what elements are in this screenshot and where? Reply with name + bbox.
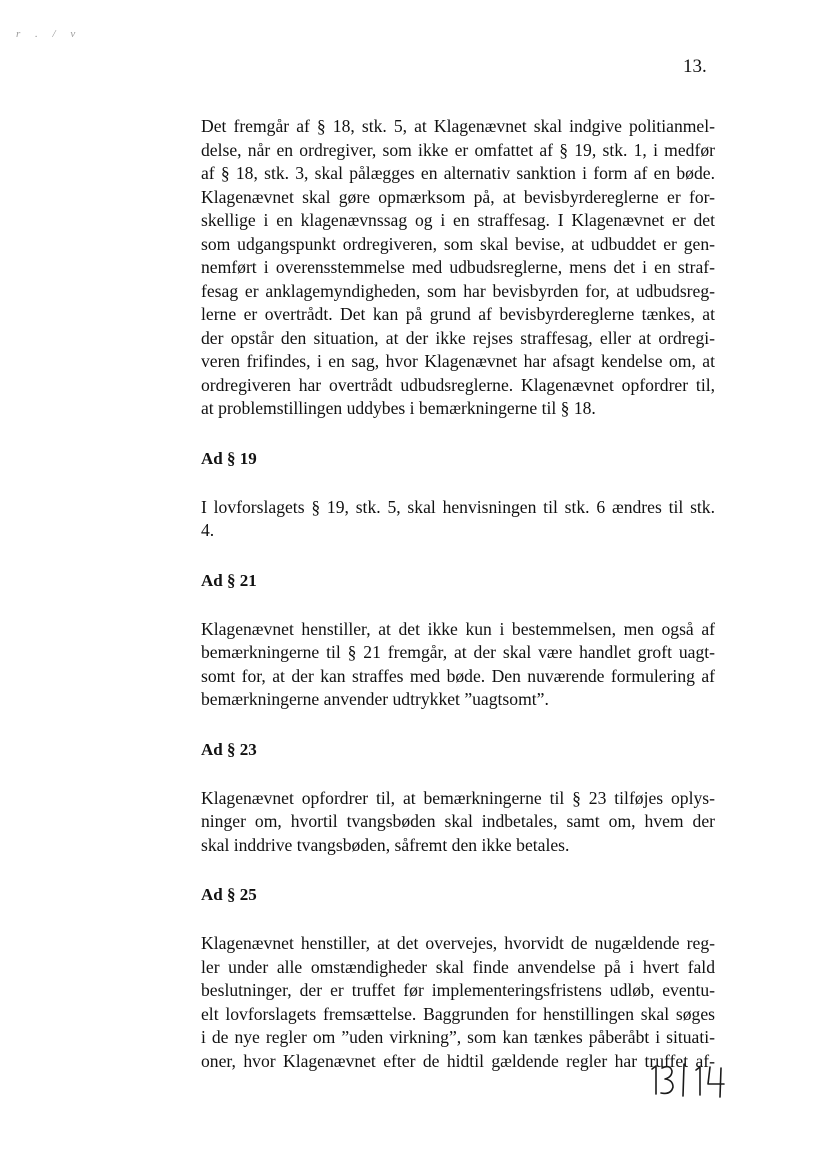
text-line: delse, når en ordregiver, som ikke er omfattet af § 19, stk. 1, i medfør bbox=[201, 139, 715, 160]
text-line: oner, hvor Klagenævnet efter de hidtil gældende regler har truffet af- bbox=[201, 1050, 715, 1071]
page-number: 13. bbox=[683, 56, 707, 77]
section-heading-21: Ad § 21 bbox=[201, 570, 257, 590]
text-line: veren frifindes, i en sag, hvor Klagenævnet har afsagt kendelse om, at bbox=[201, 351, 715, 371]
text-line: bemærkningerne anvender udtrykket ”uagtsomt”. bbox=[201, 689, 549, 709]
text-line: der opstår den situation, at der ikke rejses straffesag, eller at ordregi- bbox=[201, 327, 715, 348]
text-line: ninger om, hvortil tvangsbøden skal indbetales, samt om, hvem der bbox=[201, 811, 715, 831]
handwritten-page-mark bbox=[648, 1060, 738, 1100]
text-line: lerne er overtrådt. Det kan på grund af bevisbyrdereglerne tænkes, at bbox=[201, 304, 715, 324]
text-line: somt for, at der kan straffes med bøde. Den nuværende formulering af bbox=[201, 665, 715, 686]
text-line: 4. bbox=[201, 520, 215, 540]
text-line: Klagenævnet henstiller, at det ikke kun i bestemmelsen, men også af bbox=[201, 618, 715, 639]
text-line: Klagenævnet skal gøre opmærksom på, at bevisbyrdereglerne er for- bbox=[201, 186, 715, 207]
paragraph-section-25 bbox=[201, 932, 715, 1073]
section-heading-19: Ad § 19 bbox=[201, 448, 257, 468]
text-line: ler under alle omstændigheder skal finde anvendelse på i hvert fald bbox=[201, 956, 715, 977]
text-line: beslutninger, der er truffet før implementeringsfristens udløb, eventu- bbox=[201, 980, 715, 1000]
paragraph-section-23 bbox=[201, 787, 715, 858]
text-line: skellige i en klagenævnssag og i en straffesag. I Klagenævnet er det bbox=[201, 210, 715, 230]
section-heading-23: Ad § 23 bbox=[201, 739, 257, 759]
section-heading-25: Ad § 25 bbox=[201, 885, 257, 904]
text-line: Klagenævnet opfordrer til, at bemærkningerne til § 23 tilføjes oplys- bbox=[201, 787, 715, 808]
text-line: Klagenævnet henstiller, at det overvejes, hvorvidt de nugældende reg- bbox=[201, 933, 715, 953]
text-line: nemført i overensstemmelse med udbudsreglerne, mens det i en straf- bbox=[201, 257, 715, 277]
paragraph-section-19 bbox=[201, 496, 715, 543]
text-line: ordregiveren har overtrådt udbudsreglerne. Klagenævnet opfordrer til, bbox=[201, 374, 715, 395]
text-line: at problemstillingen uddybes i bemærkningerne til § 18. bbox=[201, 398, 596, 418]
document-body bbox=[201, 115, 715, 1073]
text-line: Det fremgår af § 18, stk. 5, at Klagenævnet skal indgive politianmel- bbox=[201, 116, 715, 136]
text-line: som udgangspunkt ordregiveren, som skal bevise, at udbuddet er gen- bbox=[201, 233, 715, 254]
text-line: i de nye regler om ”uden virkning”, som kan tænkes påberåbt i situati- bbox=[201, 1027, 715, 1047]
scan-artifact-marks: r . / v bbox=[16, 28, 82, 40]
text-line: elt lovforslagets fremsættelse. Baggrunden for henstillingen skal søges bbox=[201, 1003, 715, 1024]
text-line: I lovforslagets § 19, stk. 5, skal henvisningen til stk. 6 ændres til stk. bbox=[201, 496, 715, 517]
paragraph-section-18 bbox=[201, 115, 715, 421]
text-line: skal inddrive tvangsbøden, såfremt den ikke betales. bbox=[201, 834, 570, 855]
paragraph-section-21 bbox=[201, 618, 715, 712]
text-line: fesag er anklagemyndigheden, som har bevisbyrden for, at udbudsreg- bbox=[201, 280, 715, 301]
text-line: bemærkningerne til § 21 fremgår, at der skal være handlet groft uagt- bbox=[201, 642, 715, 662]
text-line: af § 18, stk. 3, skal pålægges en alternativ sanktion i form af en bøde. bbox=[201, 163, 715, 183]
